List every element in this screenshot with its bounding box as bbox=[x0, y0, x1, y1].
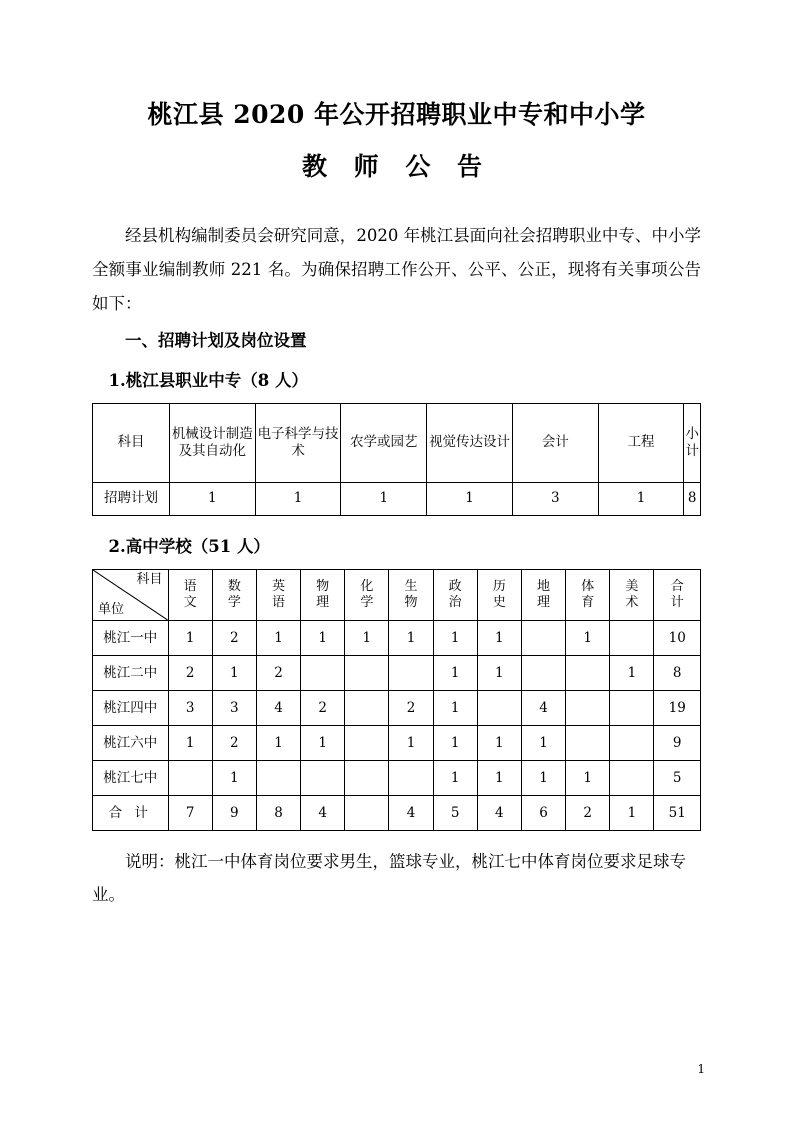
cell-r4-c1: 1 bbox=[212, 761, 256, 796]
header-col-6: 小计 bbox=[684, 404, 701, 483]
cell-total-c2: 8 bbox=[256, 796, 300, 831]
cell-r3-c5: 1 bbox=[389, 726, 433, 761]
cell-r1-c4 bbox=[345, 656, 389, 691]
cell-r3-c0: 1 bbox=[168, 726, 212, 761]
cell-r3-c3: 1 bbox=[301, 726, 345, 761]
table-row bbox=[93, 570, 701, 621]
cell-r2-c9 bbox=[566, 691, 610, 726]
cell-r3-c6: 1 bbox=[433, 726, 477, 761]
header-subject-11: 合 计 bbox=[654, 570, 701, 621]
cell-r2-c7 bbox=[477, 691, 521, 726]
row-label-plan: 招聘计划 bbox=[93, 483, 170, 516]
page-title-line-2: 教 师 公 告 bbox=[301, 151, 492, 181]
vocational-school-table bbox=[92, 403, 701, 516]
cell-plan-4: 3 bbox=[512, 483, 598, 516]
cell-r0-c4: 1 bbox=[345, 621, 389, 656]
cell-total-c0: 7 bbox=[168, 796, 212, 831]
cell-r4-c6: 1 bbox=[433, 761, 477, 796]
cell-r0-c7: 1 bbox=[477, 621, 521, 656]
cell-r1-c6: 1 bbox=[433, 656, 477, 691]
table-note: 说明：桃江一中体育岗位要求男生，篮球专业，桃江七中体育岗位要求足球专业。 bbox=[92, 852, 686, 905]
header-subject-5: 生 物 bbox=[389, 570, 433, 621]
cell-r0-c0: 1 bbox=[168, 621, 212, 656]
high-school-table bbox=[92, 569, 701, 831]
cell-total-c1: 9 bbox=[212, 796, 256, 831]
header-subject-3: 物 理 bbox=[301, 570, 345, 621]
subsection-2-heading: 2.高中学校（51 人） bbox=[108, 537, 270, 557]
header-subject-4: 化 学 bbox=[345, 570, 389, 621]
cell-r0-c10 bbox=[610, 621, 654, 656]
header-col-2: 农学或园艺 bbox=[341, 404, 427, 483]
cell-r1-c10: 1 bbox=[610, 656, 654, 691]
cell-r0-c3: 1 bbox=[301, 621, 345, 656]
cell-plan-6: 8 bbox=[684, 483, 701, 516]
cell-r1-c5 bbox=[389, 656, 433, 691]
cell-r3-c2: 1 bbox=[256, 726, 300, 761]
cell-r0-c11: 10 bbox=[654, 621, 701, 656]
cell-total-c5: 4 bbox=[389, 796, 433, 831]
cell-r4-c10 bbox=[610, 761, 654, 796]
row-unit-3: 桃江六中 bbox=[93, 726, 169, 761]
cell-r1-c11: 8 bbox=[654, 656, 701, 691]
cell-r4-c8: 1 bbox=[521, 761, 565, 796]
cell-total-c8: 6 bbox=[521, 796, 565, 831]
cell-r4-c3 bbox=[301, 761, 345, 796]
header-col-4: 会计 bbox=[512, 404, 598, 483]
cell-r2-c5: 2 bbox=[389, 691, 433, 726]
corner-column-label: 科目 bbox=[136, 572, 163, 588]
header-corner-cell bbox=[93, 570, 169, 621]
table-row bbox=[93, 656, 701, 691]
cell-r3-c10 bbox=[610, 726, 654, 761]
cell-r1-c8 bbox=[521, 656, 565, 691]
cell-r2-c6: 1 bbox=[433, 691, 477, 726]
header-col-0: 机械设计制造及其自动化 bbox=[169, 404, 255, 483]
cell-r1-c2: 2 bbox=[256, 656, 300, 691]
header-subject-label: 科目 bbox=[93, 404, 170, 483]
page-title-line-1: 桃江县 2020 年公开招聘职业中专和中小学 bbox=[147, 100, 646, 129]
header-subject-9: 体 育 bbox=[566, 570, 610, 621]
cell-r3-c4 bbox=[345, 726, 389, 761]
intro-paragraph: 经县机构编制委员会研究同意，2020 年桃江县面向社会招聘职业中专、中小学全额事业编制教师 221 名。为确保招聘工作公开、公平、公正，现将有关事项公告如下： bbox=[92, 226, 701, 313]
table-row bbox=[93, 726, 701, 761]
cell-r2-c4 bbox=[345, 691, 389, 726]
total-row-label: 合 计 bbox=[93, 796, 169, 831]
cell-r1-c9 bbox=[566, 656, 610, 691]
table-row bbox=[93, 691, 701, 726]
cell-total-c4 bbox=[345, 796, 389, 831]
cell-r2-c3: 2 bbox=[301, 691, 345, 726]
header-col-5: 工程 bbox=[598, 404, 684, 483]
cell-r0-c2: 1 bbox=[256, 621, 300, 656]
cell-r0-c1: 2 bbox=[212, 621, 256, 656]
table-row bbox=[93, 404, 701, 483]
cell-r2-c1: 3 bbox=[212, 691, 256, 726]
header-subject-0: 语 文 bbox=[168, 570, 212, 621]
header-col-1: 电子科学与技术 bbox=[255, 404, 341, 483]
cell-r1-c3 bbox=[301, 656, 345, 691]
header-subject-6: 政 治 bbox=[433, 570, 477, 621]
row-unit-4: 桃江七中 bbox=[93, 761, 169, 796]
header-col-3: 视觉传达设计 bbox=[427, 404, 513, 483]
header-subject-10: 美 术 bbox=[610, 570, 654, 621]
cell-r3-c1: 2 bbox=[212, 726, 256, 761]
cell-r0-c9: 1 bbox=[566, 621, 610, 656]
cell-r2-c8: 4 bbox=[521, 691, 565, 726]
header-subject-2: 英 语 bbox=[256, 570, 300, 621]
cell-total-c11: 51 bbox=[654, 796, 701, 831]
cell-r4-c0 bbox=[168, 761, 212, 796]
cell-plan-0: 1 bbox=[169, 483, 255, 516]
cell-r0-c6: 1 bbox=[433, 621, 477, 656]
cell-r4-c4 bbox=[345, 761, 389, 796]
cell-r4-c9: 1 bbox=[566, 761, 610, 796]
header-subject-8: 地 理 bbox=[521, 570, 565, 621]
cell-r2-c11: 19 bbox=[654, 691, 701, 726]
table-row bbox=[93, 761, 701, 796]
cell-r1-c7: 1 bbox=[477, 656, 521, 691]
row-unit-1: 桃江二中 bbox=[93, 656, 169, 691]
cell-total-c6: 5 bbox=[433, 796, 477, 831]
cell-r1-c0: 2 bbox=[168, 656, 212, 691]
cell-r2-c2: 4 bbox=[256, 691, 300, 726]
cell-r1-c1: 1 bbox=[212, 656, 256, 691]
header-subject-1: 数 学 bbox=[212, 570, 256, 621]
corner-row-label: 单位 bbox=[98, 602, 125, 617]
cell-r0-c5: 1 bbox=[389, 621, 433, 656]
cell-plan-1: 1 bbox=[255, 483, 341, 516]
cell-total-c3: 4 bbox=[301, 796, 345, 831]
cell-r3-c9 bbox=[566, 726, 610, 761]
table-row bbox=[93, 483, 701, 516]
row-unit-0: 桃江一中 bbox=[93, 621, 169, 656]
cell-total-c9: 2 bbox=[566, 796, 610, 831]
cell-r4-c5 bbox=[389, 761, 433, 796]
row-unit-2: 桃江四中 bbox=[93, 691, 169, 726]
cell-r3-c8: 1 bbox=[521, 726, 565, 761]
cell-r2-c0: 3 bbox=[168, 691, 212, 726]
cell-total-c10: 1 bbox=[610, 796, 654, 831]
subsection-1-heading: 1.桃江县职业中专（8 人） bbox=[108, 371, 308, 391]
section-1-heading: 一、招聘计划及岗位设置 bbox=[125, 331, 307, 351]
cell-plan-3: 1 bbox=[427, 483, 513, 516]
cell-r4-c2 bbox=[256, 761, 300, 796]
cell-r0-c8 bbox=[521, 621, 565, 656]
cell-total-c7: 4 bbox=[477, 796, 521, 831]
table-row bbox=[93, 621, 701, 656]
cell-r2-c10 bbox=[610, 691, 654, 726]
cell-r4-c11: 5 bbox=[654, 761, 701, 796]
page-number: 1 bbox=[697, 1062, 705, 1076]
cell-r3-c11: 9 bbox=[654, 726, 701, 761]
cell-plan-2: 1 bbox=[341, 483, 427, 516]
cell-r4-c7: 1 bbox=[477, 761, 521, 796]
table-row-total bbox=[93, 796, 701, 831]
header-subject-7: 历 史 bbox=[477, 570, 521, 621]
cell-plan-5: 1 bbox=[598, 483, 684, 516]
cell-r3-c7: 1 bbox=[477, 726, 521, 761]
